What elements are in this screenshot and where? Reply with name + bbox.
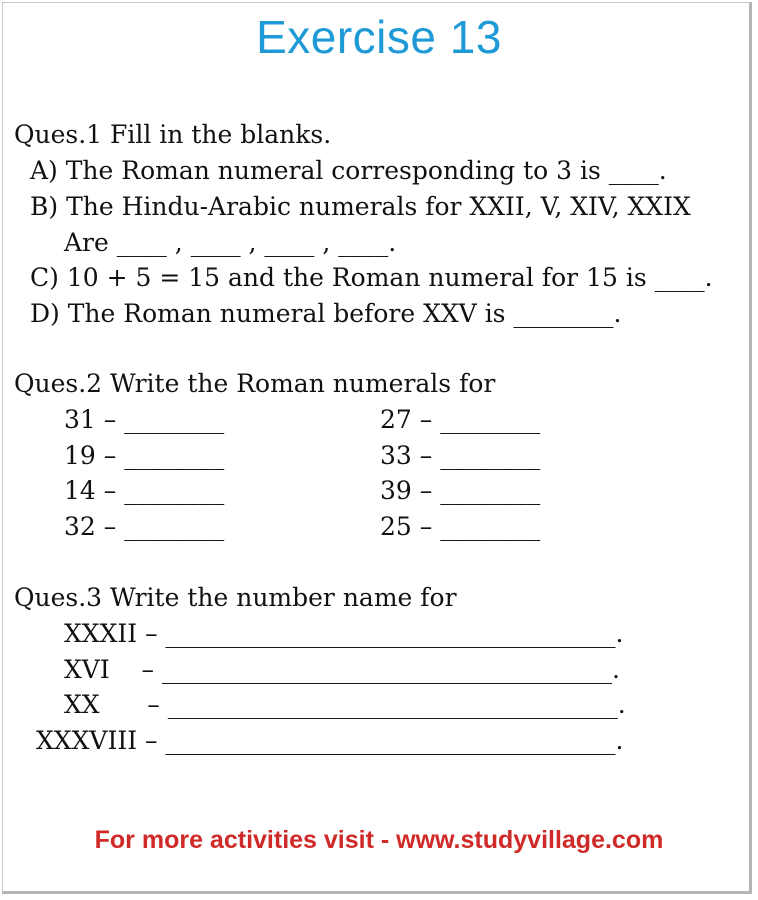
- q2-left-item: 31 – ________: [64, 405, 225, 434]
- q2-right-item: 27 – ________: [380, 405, 541, 434]
- q3-item: XVI – ____________________________________.: [64, 655, 620, 684]
- q1-item-b: B) The Hindu-Arabic numerals for XXII, V, XIV, XXIX: [30, 192, 691, 221]
- q2-right-item: 39 – ________: [380, 476, 541, 505]
- q2-left-item: 32 – ________: [64, 512, 225, 541]
- q3-item: XXXVIII – ____________________________________.: [36, 726, 624, 755]
- q2-heading: Ques.2 Write the Roman numerals for: [14, 369, 496, 398]
- q1-item-a: A) The Roman numeral corresponding to 3 is ____.: [30, 156, 667, 185]
- q1-heading: Ques.1 Fill in the blanks.: [14, 120, 332, 149]
- q3-item: XX – ____________________________________.: [64, 690, 626, 719]
- q1-item-c: C) 10 + 5 = 15 and the Roman numeral for 15 is ____.: [30, 263, 713, 292]
- q1-item-b-blanks: Are ____ , ____ , ____ , ____.: [64, 228, 397, 257]
- q3-heading: Ques.3 Write the number name for: [14, 583, 457, 612]
- q2-right-item: 25 – ________: [380, 512, 541, 541]
- q3-item: XXXII – ____________________________________.: [64, 619, 624, 648]
- q2-left-item: 19 – ________: [64, 441, 225, 470]
- footer-link-text[interactable]: For more activities visit - www.studyvillage.com: [94, 826, 664, 854]
- q2-right-item: 33 – ________: [380, 441, 541, 470]
- q1-item-d: D) The Roman numeral before XXV is ________.: [30, 299, 622, 328]
- page-title: Exercise 13: [256, 11, 502, 63]
- q2-left-item: 14 – ________: [64, 476, 225, 505]
